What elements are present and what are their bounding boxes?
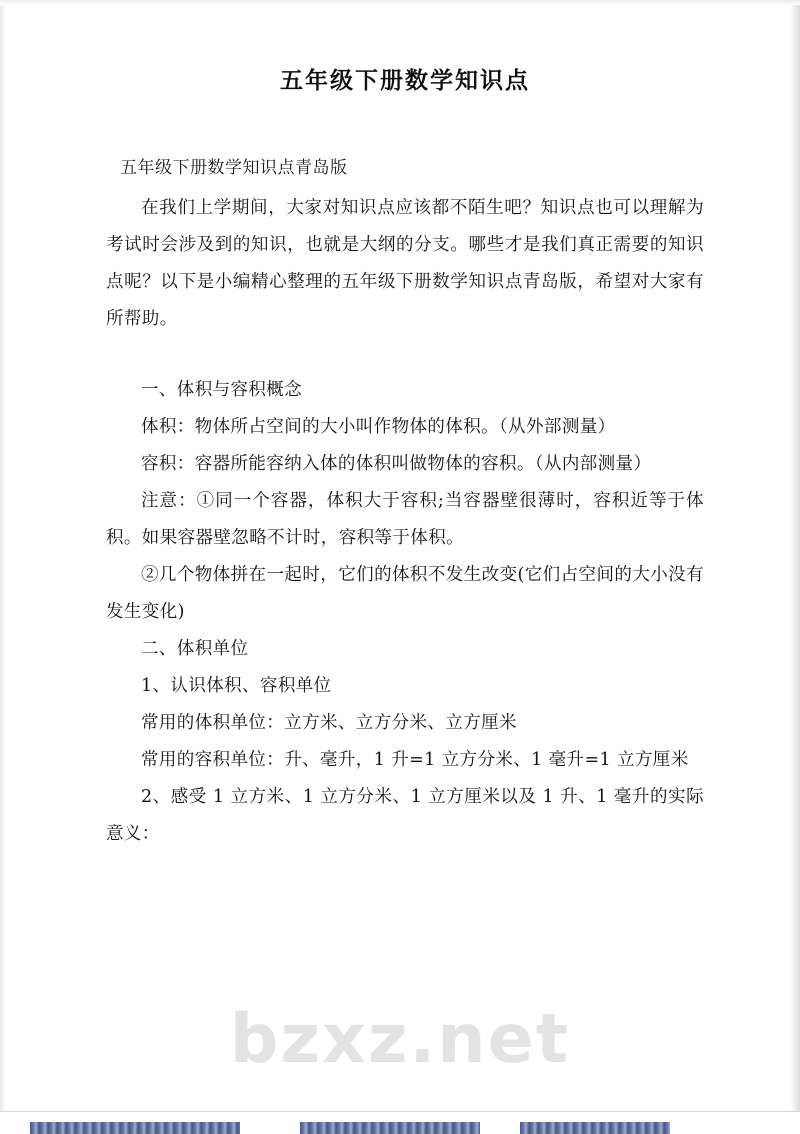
scan-artifact	[520, 1122, 670, 1134]
document-subtitle: 五年级下册数学知识点青岛版	[120, 158, 348, 178]
intro-block	[106, 190, 704, 338]
scan-artifact	[30, 1122, 240, 1134]
section-paragraph: ②几个物体拼在一起时，它们的体积不发生改变(它们占空间的大小没有发生变化)	[106, 565, 704, 622]
section-paragraph: 注意：①同一个容器，体积大于容积;当容器壁很薄时，容积近等于体积。如果容器壁忽略不计时，容积等于体积。	[106, 491, 704, 548]
section-heading: 一、体积与容积概念	[141, 380, 303, 400]
section-paragraph: 2、感受 1 立方米、1 立方分米、1 立方厘米以及 1 升、1 毫升的实际意义：	[106, 787, 704, 844]
section-volume-capacity-concept	[106, 372, 704, 631]
section-heading: 二、体积单位	[141, 639, 249, 659]
section-paragraph: 常用的体积单位：立方米、立方分米、立方厘米	[141, 713, 517, 733]
section-paragraph: 体积：物体所占空间的大小叫作物体的体积。（从外部测量）	[141, 417, 616, 437]
document-content	[0, 62, 800, 853]
section-paragraph: 常用的容积单位：升、毫升，1 升=1 立方分米、1 毫升=1 立方厘米	[141, 750, 689, 770]
section-volume-units	[106, 631, 704, 853]
watermark: bzxz.net	[229, 1000, 571, 1079]
intro-paragraph: 在我们上学期间，大家对知识点应该都不陌生吧？知识点也可以理解为考试时会涉及到的知识，也就是大纲的分支。哪些才是我们真正需要的知识点呢？以下是小编精心整理的五年级下册数学知识点青岛版，希望对大家有所帮助。	[106, 198, 704, 329]
scan-artifact	[300, 1122, 480, 1134]
section-paragraph: 容积：容器所能容纳入体的体积叫做物体的容积。（从内部测量）	[141, 454, 652, 474]
page-edge-top	[0, 0, 800, 5]
document-title: 五年级下册数学知识点	[280, 67, 530, 94]
next-page-edge	[0, 1111, 800, 1134]
section-paragraph: 1、认识体积、容积单位	[141, 676, 332, 696]
